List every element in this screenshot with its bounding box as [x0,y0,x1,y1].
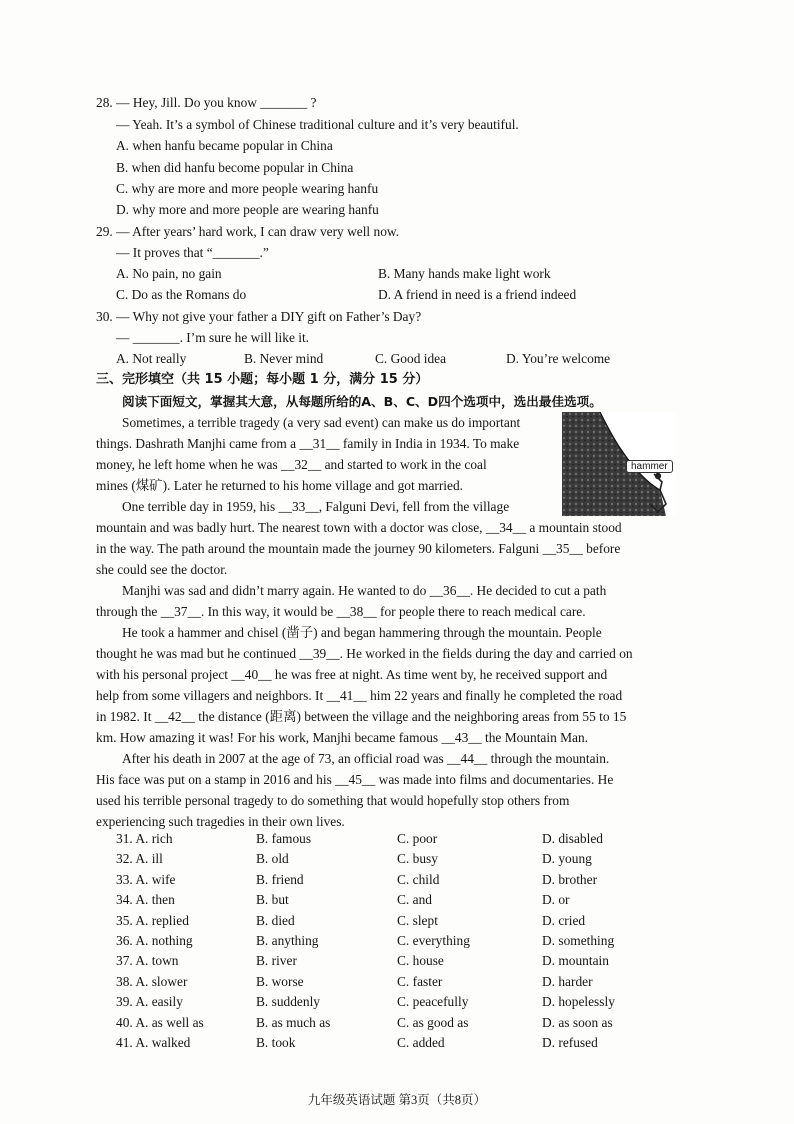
passage-line: His face was put on a stamp in 2016 and his __45__ was made into films and documentaries. He [96,772,614,787]
choice-option: 35. A. replied [116,912,189,928]
choice-option: C. house [397,953,444,969]
page-footer: 九年级英语试题 第3页（共8页） [307,1093,487,1107]
passage-line: thought he was mad but he continued __39__. He worked in the fields during the day and carried on [96,646,633,661]
q29-option-a: A. No pain, no gain [116,266,222,281]
choice-option: B. old [256,851,289,867]
choice-option: D. cried [542,912,586,928]
passage-line: with his personal project __40__ he was free at night. As time went by, he received support and [96,667,608,682]
q28-option-b: B. when did hanfu become popular in China [116,160,354,175]
choice-option: 33. A. wife [116,871,176,887]
passage-line: money, he left home when he was __32__ and started to work in the coal [96,457,487,472]
passage-line: Sometimes, a terrible tragedy (a very sad event) can make us do important [122,415,521,430]
choice-option: 38. A. slower [116,973,188,989]
q28-stem: 28. — Hey, Jill. Do you know _______ ? [96,95,317,110]
choice-option: D. harder [542,973,593,989]
passage-line: help from some villagers and neighbors. It __41__ him 22 years and finally he completed the road [96,688,623,703]
choice-option: 40. A. as well as [116,1014,204,1030]
choice-option: B. died [256,912,295,928]
choice-option: D. hopelessly [542,994,615,1010]
passage-line: mines (煤矿). Later he returned to his home village and got married. [96,478,464,493]
choice-option: C. peacefully [397,994,469,1010]
choice-option: D. mountain [542,953,609,969]
passage-line: in 1982. It __42__ the distance (距离) between the village and the neighboring areas from 55 to 15 [96,709,627,724]
choice-option: B. took [256,1035,296,1050]
q29-reply: — It proves that “_______.” [116,245,269,260]
q29-option-c: C. Do as the Romans do [116,287,247,302]
choice-option: 32. A. ill [116,851,163,867]
passage-line: through the __37__. In this way, it would be __38__ for people there to reach medical care. [96,604,586,619]
choice-option: 37. A. town [116,953,179,969]
choice-option: 36. A. nothing [116,933,193,948]
q28-reply: — Yeah. It’s a symbol of Chinese traditional culture and it’s very beautiful. [116,117,519,132]
q30-option-b: B. Never mind [244,351,324,366]
q30-reply: — _______. I’m sure he will like it. [116,330,310,345]
section-instruction: 阅读下面短文，掌握其大意，从每题所给的A、B、C、D四个选项中，选出最佳选项。 [122,394,602,409]
q28-option-a: A. when hanfu became popular in China [116,138,333,153]
choice-option: C. busy [397,851,438,867]
passage-line: Manjhi was sad and didn’t marry again. He wanted to do __36__. He decided to cut a path [122,583,607,598]
choice-option: B. as much as [256,1014,331,1030]
passage-line: He took a hammer and chisel (凿子) and began hammering through the mountain. People [122,625,602,640]
q30-option-d: D. You’re welcome [506,351,611,366]
q29-stem: 29. — After years’ hard work, I can draw very well now. [96,224,400,239]
choice-option: B. anything [256,933,319,948]
passage-line: experiencing such tragedies in their own lives. [96,814,345,829]
passage-line: After his death in 2007 at the age of 73, an official road was __44__ through the mountain. [122,751,610,766]
choice-option: 41. A. walked [116,1035,191,1050]
choice-option: B. but [256,892,289,908]
q30-option-c: C. Good idea [375,351,447,366]
section-title: 三、完形填空（共 15 小题；每小题 1 分，满分 15 分） [96,372,429,387]
q28-option-d: D. why more and more people are wearing hanfu [116,202,379,217]
choice-option: C. child [397,871,440,887]
choice-option: D. brother [542,871,598,887]
choice-option: D. or [542,892,570,908]
choice-option: C. added [397,1035,445,1050]
choice-option: C. as good as [397,1014,469,1030]
q30-option-a: A. Not really [116,351,187,366]
choice-option: D. as soon as [542,1014,613,1030]
choice-option: C. slept [397,912,438,928]
passage-line: One terrible day in 1959, his __33__, Falguni Devi, fell from the village [122,499,510,514]
q28-option-c: C. why are more and more people wearing hanfu [116,181,379,196]
q29-option-b: B. Many hands make light work [378,266,551,281]
passage-line: used his terrible personal tragedy to do something that would hopefully stop others from [96,793,570,808]
choice-option: 31. A. rich [116,831,173,846]
choice-option: D. something [542,933,615,948]
choice-option: C. and [397,892,432,908]
choice-option: D. disabled [542,831,603,846]
q30-stem: 30. — Why not give your father a DIY gift on Father’s Day? [96,309,422,324]
passage-line: she could see the doctor. [96,562,228,577]
choice-option: C. poor [397,831,438,846]
passage-line: in the way. The path around the mountain made the journey 90 kilometers. Falguni __35__ before [96,541,621,556]
q29-option-d: D. A friend in need is a friend indeed [378,287,577,302]
choice-option: B. suddenly [256,994,320,1010]
passage-line: km. How amazing it was! For his work, Manjhi became famous __43__ the Mountain Man. [96,730,589,745]
choice-option: B. famous [256,831,312,846]
choice-option: D. young [542,851,592,867]
choice-option: B. worse [256,973,304,989]
passage-line: mountain and was badly hurt. The nearest town with a doctor was close, __34__ a mountain stood [96,520,622,535]
choice-option: B. river [256,953,297,969]
choice-option: 39. A. easily [116,994,183,1010]
choice-option: C. faster [397,973,443,989]
choice-option: C. everything [397,933,470,948]
passage-line: things. Dashrath Manjhi came from a __31__ family in India in 1934. To make [96,436,520,451]
choice-option: B. friend [256,871,304,887]
hammer-label: hammer [626,460,673,473]
choice-option: D. refused [542,1035,598,1050]
choice-option: 34. A. then [116,892,175,908]
